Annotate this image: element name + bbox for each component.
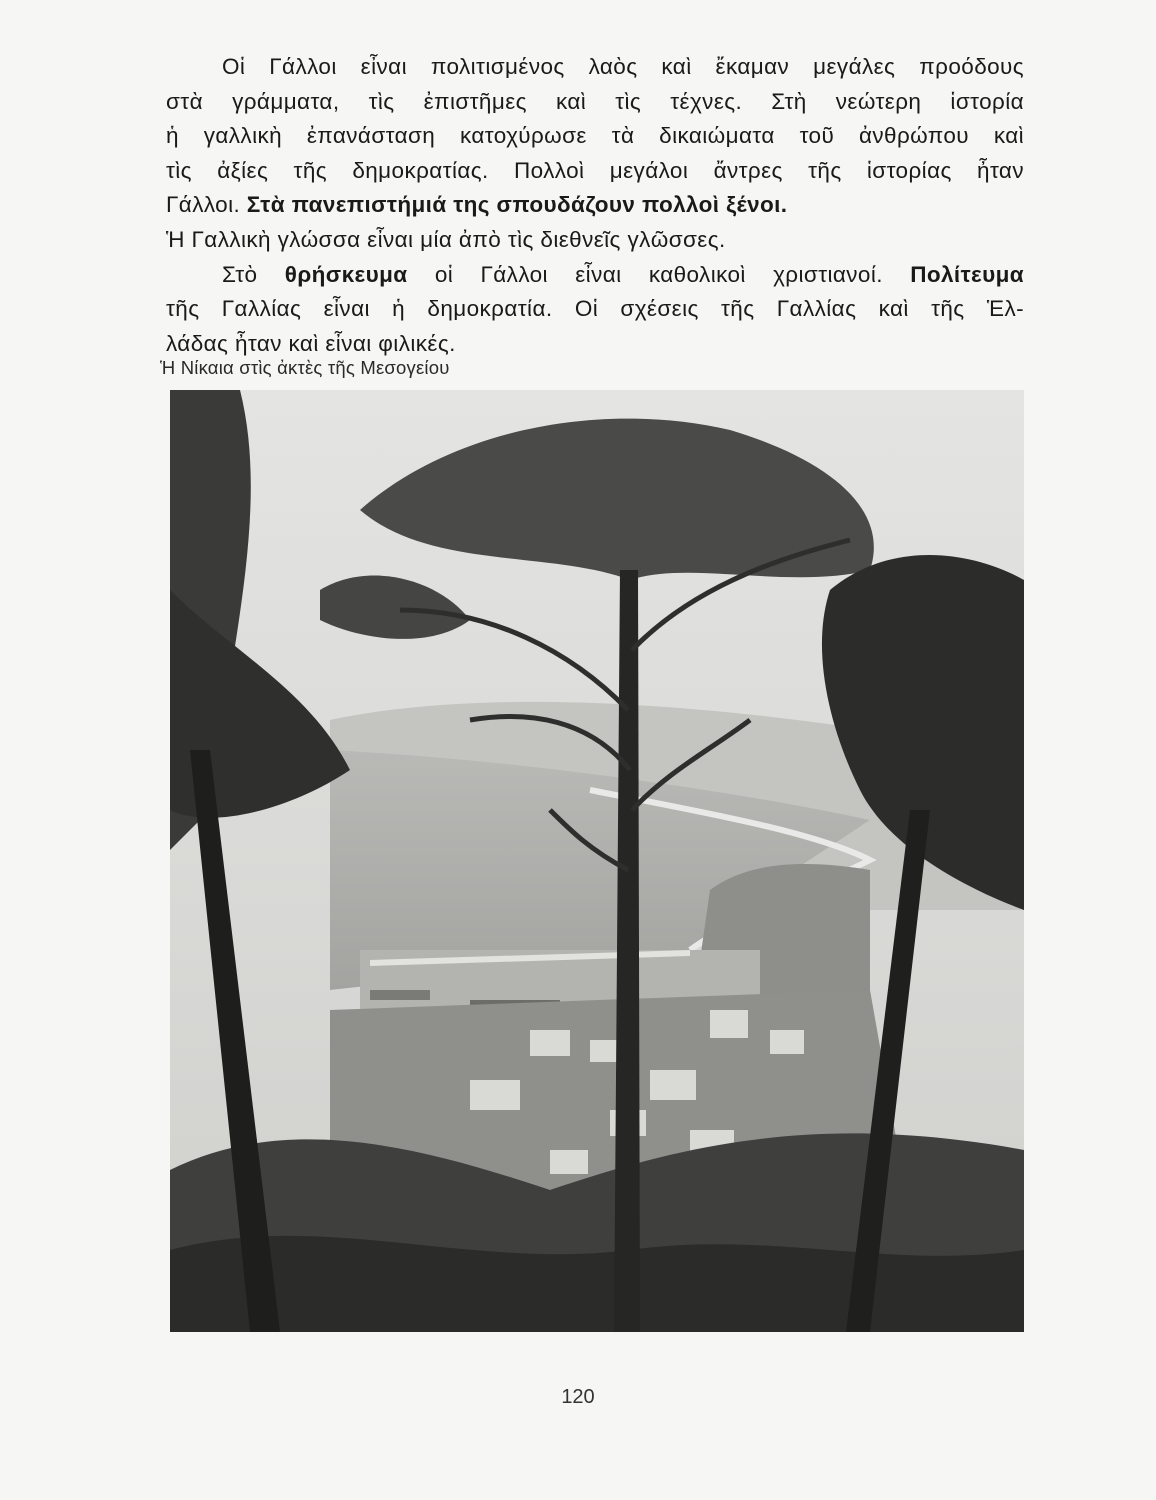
paragraph-1-line-5-bold: Στὰ πανεπιστήμιά της σπουδάζουν πολλοὶ ξένοι. — [246, 192, 788, 218]
body-text — [166, 50, 1024, 361]
paragraph-1-line-3: ἡ γαλλικὴ ἐπανάσταση κατοχύρωσε τὰ δικαιώματα τοῦ ἀνθρώπου καὶ — [166, 123, 1024, 149]
ship-small — [370, 990, 430, 1000]
paragraph-2-text-c: οἱ Γάλλοι εἶναι καθολικοὶ χριστιανοί. — [407, 261, 911, 287]
paragraph-1-line-1: Οἱ Γάλλοι εἶναι πολιτισμένος λαὸς καὶ ἔκαμαν μεγάλες προόδους — [222, 54, 1024, 79]
paragraph-1-line-5-start: Γάλλοι. — [166, 192, 247, 218]
paragraph-2-line-2: τῆς Γαλλίας εἶναι ἡ δημοκρατία. Οἱ σχέσεις τῆς Γαλλίας καὶ τῆς Ἑλ- — [166, 296, 1024, 322]
photo-illustration — [170, 390, 1024, 1332]
keyword-government: Πολίτευμα — [910, 261, 1024, 287]
paragraph-2-text-a: Στὸ — [222, 261, 285, 287]
paragraph-2-line-3: λάδας ἦταν καὶ εἶναι φιλικές. — [166, 330, 456, 356]
paragraph-1-line-2: στὰ γράμματα, τὶς ἐπιστῆμες καὶ τὶς τέχνες. Στὴ νεώτερη ἱστορία — [166, 88, 1024, 114]
keyword-religion: θρήσκευμα — [284, 261, 408, 287]
paragraph-1-line-5 — [166, 188, 1024, 223]
paragraph-2-line-1 — [166, 258, 1024, 293]
page-number: 120 — [561, 1386, 595, 1408]
photo-caption: Ἡ Νίκαια στὶς ἀκτὲς τῆς Μεσογείου — [160, 357, 450, 378]
paragraph-1-line-6: Ἡ Γαλλικὴ γλώσσα εἶναι μία ἀπὸ τὶς διεθνεῖς γλῶσσες. — [166, 226, 726, 252]
paragraph-1-line-4: τὶς ἀξίες τῆς δημοκρατίας. Πολλοὶ μεγάλοι ἄντρες τῆς ἱστορίας ἦταν — [166, 157, 1024, 183]
photo-nice-coast — [170, 390, 1024, 1332]
